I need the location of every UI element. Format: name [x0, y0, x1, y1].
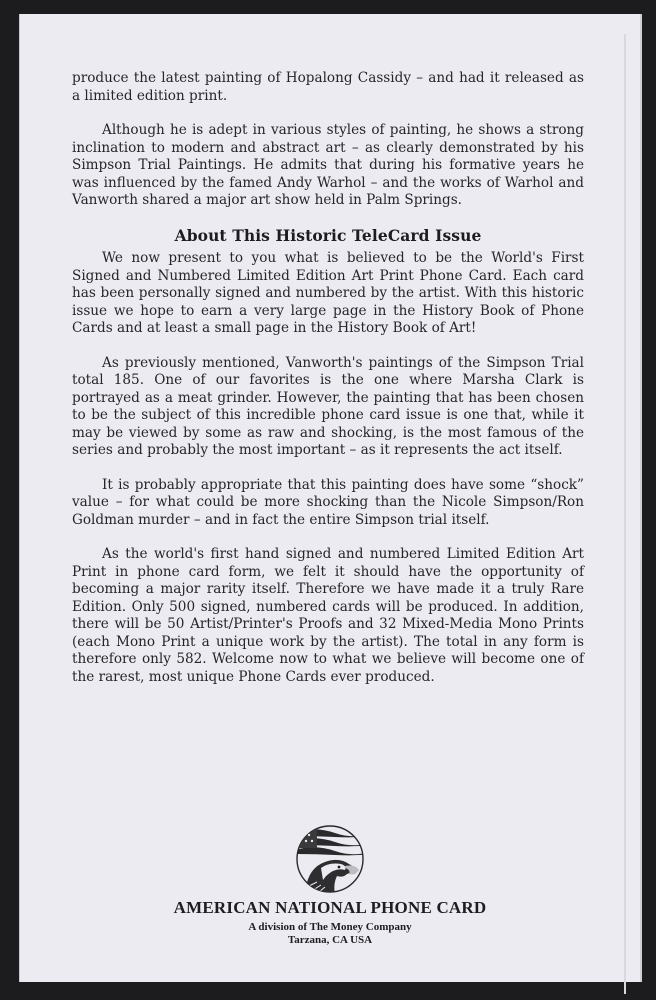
article-body — [72, 70, 584, 703]
paragraph-3: We now present to you what is believed to be the World's First Signed and Numbered Limited Edition Art Print Phone Card. Each card has been personally signed and numbered by the artist. With this historic issue we hope to earn a very large page in the History Book of Phone Cards and at least a small page in the History Book of Art! — [72, 250, 584, 336]
paragraph-2: Although he is adept in various styles of painting, he shows a strong inclination to modern and abstract art – as clearly demonstrated by his Simpson Trial Paintings. He admits that during his formative years he was influenced by the famed Andy Warhol – and the works of Warhol and Vanworth shared a major art show held in Palm Springs. — [72, 122, 584, 208]
company-division: A division of The Money Company — [248, 921, 412, 933]
section-heading: About This Historic TeleCard Issue — [174, 225, 482, 245]
company-location: Tarzana, CA USA — [287, 934, 373, 946]
paragraph-1: produce the latest painting of Hopalong Cassidy – and had it released as a limited edition print. — [72, 70, 584, 104]
paragraph-4: As previously mentioned, Vanworth's paintings of the Simpson Trial total 185. One of our favorites is the one where Marsha Clark is portrayed as a meat grinder. However, the painting that has been chosen to be the subject of this incredible phone card issue is one that, while it may be viewed by some as raw and shocking, is the most famous of the series and probably the most important – as it represents the act itself. — [72, 354, 584, 458]
company-name: AMERICAN NATIONAL PHONE CARD — [173, 898, 487, 917]
eagle-flag-logo-icon — [295, 824, 365, 894]
booklet-page — [20, 14, 640, 982]
paragraph-6: As the world's first hand signed and numbered Limited Edition Art Print in phone card form, we felt it should have the opportunity of becoming a major rarity itself. Therefore we have made it a truly Rare Edition. Only 500 signed, numbered cards will be produced. In addition, there will be 50 Artist/Printer's Proofs and 32 Mixed-Media Mono Prints (each Mono Print a unique work by the artist). The total in any form is therefore only 582. Welcome now to what we believe will become one of the rarest, most unique Phone Cards ever produced. — [72, 546, 584, 685]
paragraph-5: It is probably appropriate that this painting does have some “shock” value – for what could be more shocking than the Nicole Simpson/Ron Goldman murder – and in fact the entire Simpson trial itself. — [72, 476, 584, 528]
publisher-footer — [20, 824, 640, 946]
